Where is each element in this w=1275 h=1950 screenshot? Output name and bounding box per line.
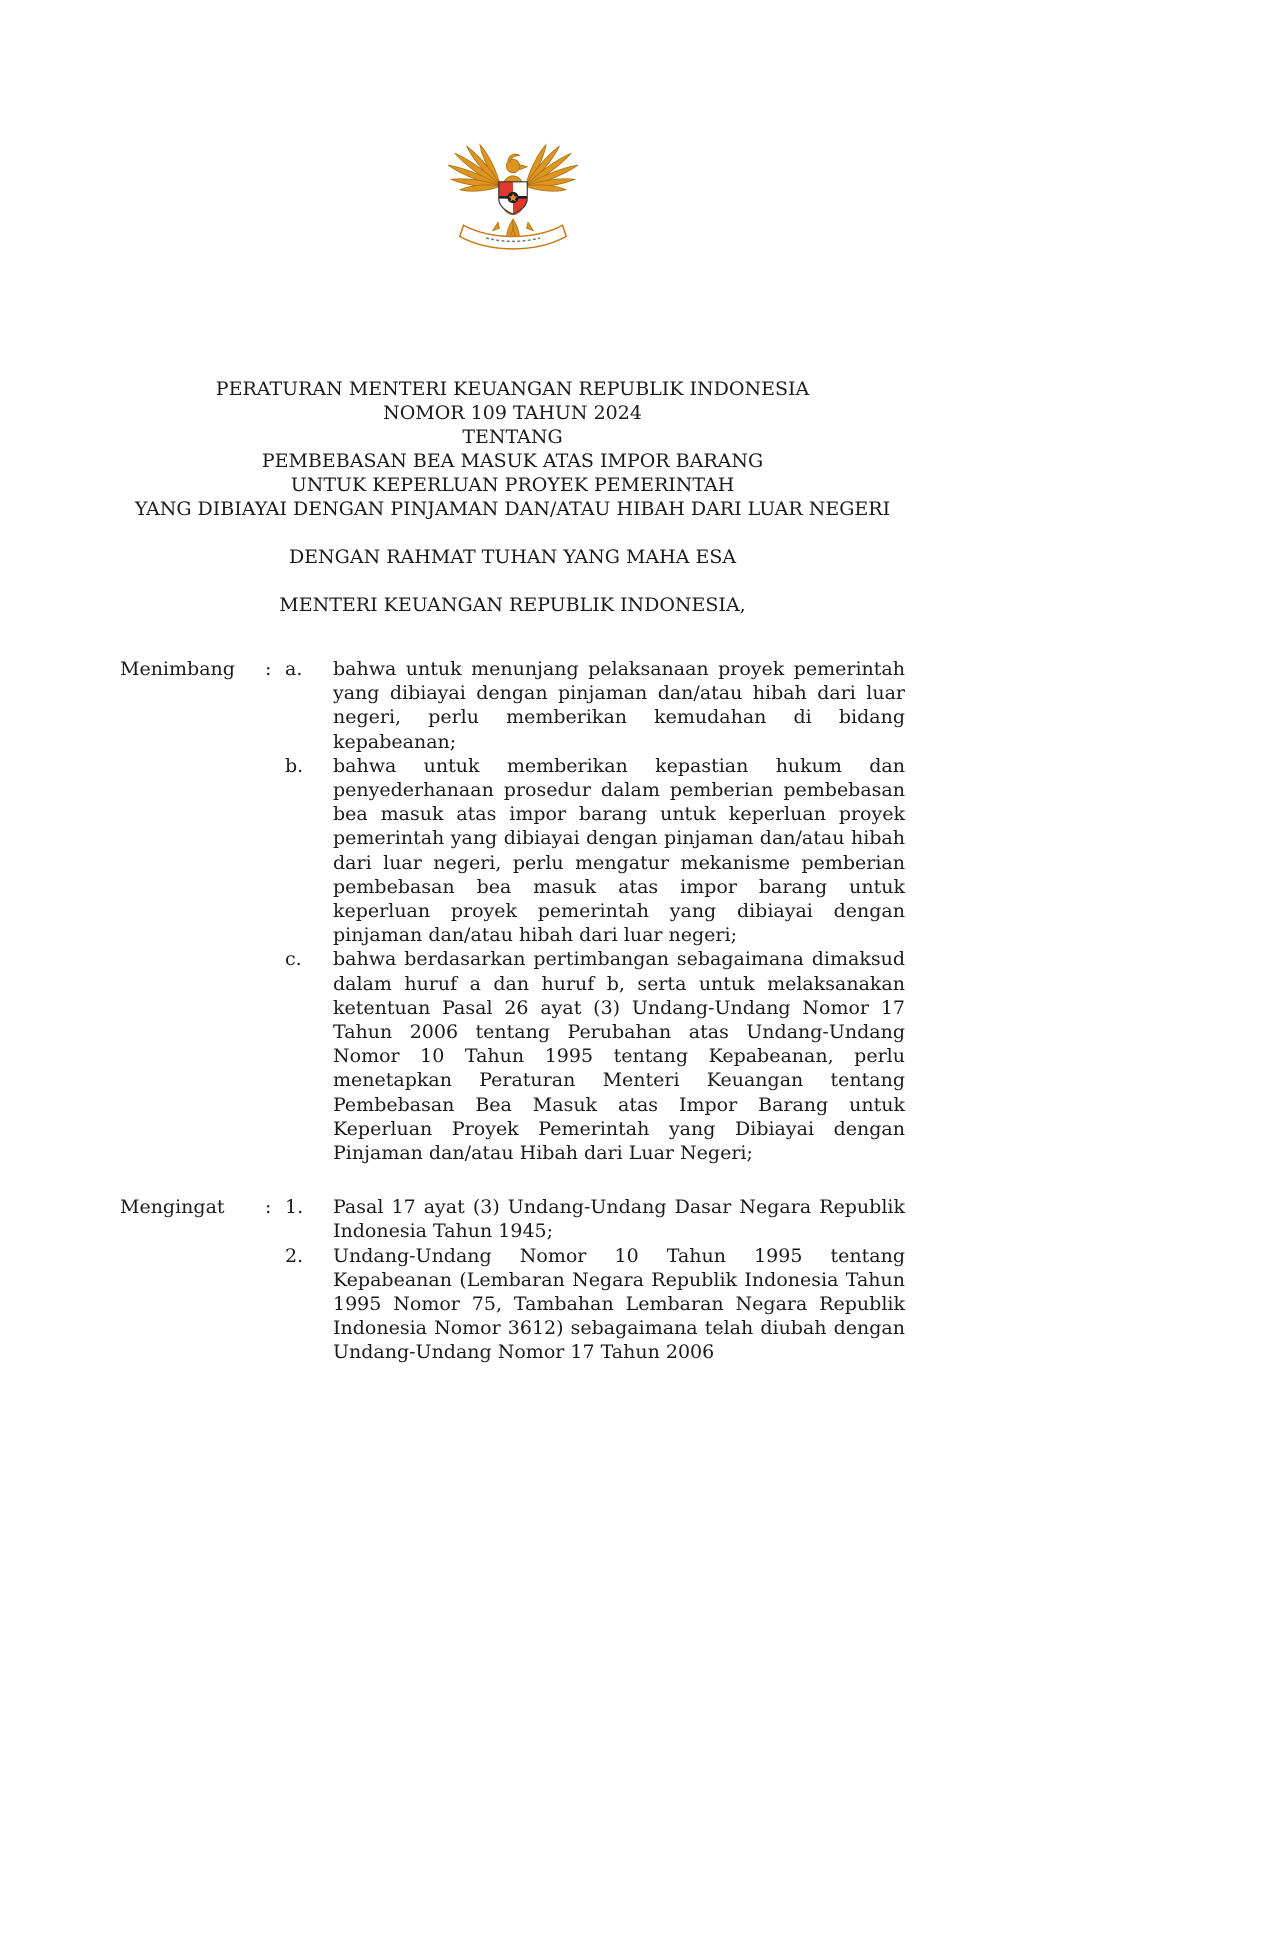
title-line-3: TENTANG <box>462 426 563 448</box>
section-colon-spacer <box>265 947 285 1165</box>
section-colon: : <box>265 658 272 680</box>
authority-line: MENTERI KEUANGAN REPUBLIK INDONESIA, <box>279 594 746 616</box>
section-label: Menimbang <box>120 658 235 680</box>
section-colon-spacer <box>265 754 285 948</box>
section-label-spacer <box>120 1244 265 1365</box>
pancasila-shield <box>498 182 527 215</box>
section-label-spacer <box>120 947 265 1165</box>
item-text: bahwa berdasarkan pertimbangan sebagaimana dimaksud dalam huruf a dan huruf b, serta untuk melaksanakan ketentuan Pasal 26 ayat (3) Undang-Undang Nomor 17 Tahun 2006 tentang Perubahan atas Undang-Undang Nomor 10 Tahun 1995 tentang Kepabeanan, perlu menetapkan Peraturan Menteri Keuangan tentang Pembebasan Bea Masuk atas Impor Barang untuk Keperluan Proyek Pemerintah yang Dibiayai dengan Pinjaman dan/atau Hibah dari Luar Negeri; <box>333 948 905 1165</box>
document-content <box>120 0 905 1365</box>
title-line-4: PEMBEBASAN BEA MASUK ATAS IMPOR BARANG <box>261 450 764 472</box>
section-colon-spacer <box>265 1244 285 1365</box>
title-line-6: YANG DIBIAYAI DENGAN PINJAMAN DAN/ATAU HIBAH DARI LUAR NEGERI <box>134 498 891 520</box>
item-text: Undang-Undang Nomor 10 Tahun 1995 tentang Kepabeanan (Lembaran Negara Republik Indonesia Tahun 1995 Nomor 75, Tambahan Lembaran Negara Republik Indonesia Nomor 3612) sebagaimana telah diubah dengan Undang-Undang Nomor 17 Tahun 2006 <box>333 1244 905 1364</box>
item-marker: 1. <box>285 1196 304 1219</box>
section-colon: : <box>265 1196 272 1219</box>
title-line-5: UNTUK KEPERLUAN PROYEK PEMERINTAH <box>290 474 735 496</box>
item-marker: b. <box>285 754 304 777</box>
section-label-spacer <box>120 754 265 948</box>
garuda-pancasila-emblem <box>120 0 905 255</box>
item-marker: 2. <box>285 1244 304 1267</box>
section-menimbang <box>120 657 905 1165</box>
title-line-2: NOMOR 109 TAHUN 2024 <box>383 402 642 424</box>
document-title <box>120 377 905 521</box>
garuda-pancasila-icon <box>423 110 603 255</box>
section-label: Mengingat <box>120 1196 225 1219</box>
item-text: bahwa untuk menunjang pelaksanaan proyek pemerintah yang dibiayai dengan pinjaman dan/atau hibah dari luar negeri, perlu memberikan kemudahan di bidang kepabeanan; <box>333 658 905 753</box>
item-marker: a. <box>285 658 303 680</box>
item-text: Pasal 17 ayat (3) Undang-Undang Dasar Negara Republik Indonesia Tahun 1945; <box>333 1196 905 1243</box>
title-line-1: PERATURAN MENTERI KEUANGAN REPUBLIK INDONESIA <box>215 378 810 400</box>
invocation-line: DENGAN RAHMAT TUHAN YANG MAHA ESA <box>288 546 737 568</box>
item-marker: c. <box>285 948 302 971</box>
item-text: bahwa untuk memberikan kepastian hukum dan penyederhanaan prosedur dalam pemberian pembebasan bea masuk atas impor barang untuk keperluan proyek pemerintah yang dibiayai dengan pinjaman dan/atau hibah dari luar negeri, perlu mengatur mekanisme pemberian pembebasan bea masuk atas impor barang untuk keperluan proyek pemerintah yang dibiayai dengan pinjaman dan/atau hibah dari luar negeri; <box>333 754 905 947</box>
section-mengingat <box>120 1195 905 1364</box>
